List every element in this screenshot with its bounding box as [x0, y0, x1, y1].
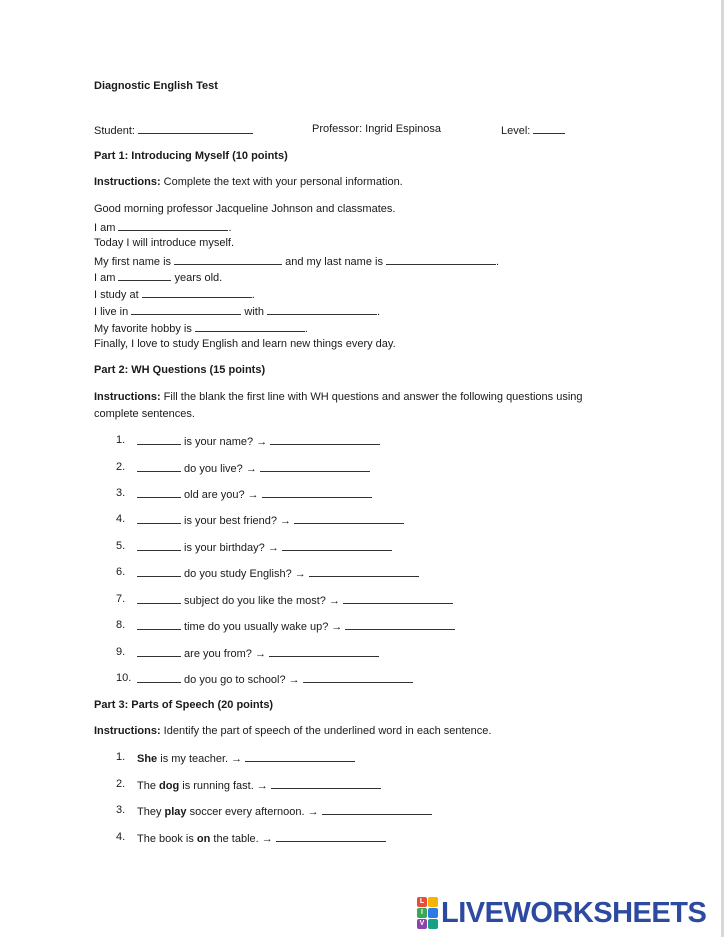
professor-label: Professor: Ingrid Espinosa: [312, 123, 442, 135]
live-in-text: I live in: [94, 306, 129, 318]
question-number: 10.: [116, 672, 132, 684]
study-at-text: I study at: [94, 289, 139, 301]
question-text: [137, 487, 372, 501]
part1-instructions: [94, 176, 403, 188]
answer-blank[interactable]: [271, 778, 381, 789]
wh-word-blank[interactable]: [137, 487, 181, 498]
name-blank[interactable]: [118, 220, 228, 231]
logo-square: I: [417, 908, 427, 918]
first-name-text: My first name is: [94, 256, 172, 268]
hobby-line: [94, 321, 308, 335]
part2-instr-label: Instructions:: [94, 391, 161, 403]
answer-blank[interactable]: [260, 461, 370, 472]
logo-square: [428, 897, 438, 907]
question-number: 1.: [116, 434, 126, 446]
logo-mark-icon: [417, 897, 438, 929]
answer-blank[interactable]: [245, 751, 355, 762]
i-am-text: I am: [94, 272, 116, 284]
sentence: [137, 778, 381, 792]
level-label: Level:: [501, 125, 531, 137]
student-field: [94, 123, 253, 137]
last-name-text: and my last name is: [285, 256, 383, 268]
sentence: [137, 831, 386, 845]
finally-line: Finally, I love to study English and learn new things every day.: [94, 338, 396, 350]
first-name-line: [94, 254, 499, 268]
part2-instructions-cont: complete sentences.: [94, 408, 195, 420]
sentence-start: The book is: [137, 833, 197, 845]
doc-title: Diagnostic English Test: [94, 80, 218, 92]
answer-blank[interactable]: [343, 593, 453, 604]
years-old-text: years old.: [174, 272, 223, 284]
question-number: 6.: [116, 566, 126, 578]
question-label: do you live? →: [181, 463, 260, 475]
question-text: [137, 646, 379, 660]
wh-word-blank[interactable]: [137, 513, 181, 524]
period: .: [251, 289, 255, 301]
question-label: old are you? →: [181, 489, 262, 501]
sentence-end: the table. →: [210, 833, 276, 845]
city-blank[interactable]: [131, 304, 241, 315]
question-number: 7.: [116, 593, 126, 605]
student-blank[interactable]: [138, 123, 253, 134]
part1-instr-text: Complete the text with your personal information.: [160, 176, 403, 188]
part3-instr-label: Instructions:: [94, 725, 161, 737]
question-number: 9.: [116, 646, 126, 658]
part3-heading: Part 3: Parts of Speech (20 points): [94, 699, 274, 711]
item-number: 2.: [116, 778, 126, 790]
wh-word-blank[interactable]: [137, 566, 181, 577]
hobby-text: My favorite hobby is: [94, 323, 192, 335]
item-number: 3.: [116, 804, 126, 816]
wh-word-blank[interactable]: [137, 461, 181, 472]
i-am-line: [94, 220, 232, 234]
sentence: [137, 751, 355, 765]
item-number: 4.: [116, 831, 126, 843]
question-text: [137, 461, 370, 475]
liveworksheets-logo: [417, 897, 706, 929]
period: .: [304, 323, 308, 335]
part2-instr-text: Fill the blank the first line with WH questions and answer the following questions using: [160, 391, 583, 403]
wh-word-blank[interactable]: [137, 619, 181, 630]
live-line: [94, 304, 380, 318]
question-label: do you study English? →: [181, 568, 309, 580]
sentence-end: is my teacher. →: [157, 753, 246, 765]
question-label: time do you usually wake up? →: [181, 621, 346, 633]
part1-heading: Part 1: Introducing Myself (10 points): [94, 150, 288, 162]
answer-blank[interactable]: [345, 619, 455, 630]
i-am-text: I am: [94, 222, 116, 234]
answer-blank[interactable]: [276, 831, 386, 842]
question-label: is your name? →: [181, 436, 271, 448]
period: .: [228, 222, 232, 234]
question-number: 5.: [116, 540, 126, 552]
last-name-blank[interactable]: [386, 254, 496, 265]
age-line: [94, 270, 222, 284]
age-blank[interactable]: [118, 270, 171, 281]
logo-square: L: [417, 897, 427, 907]
answer-blank[interactable]: [282, 540, 392, 551]
level-field: [501, 123, 565, 137]
school-blank[interactable]: [142, 287, 252, 298]
question-label: is your best friend? →: [181, 515, 295, 527]
wh-word-blank[interactable]: [137, 540, 181, 551]
greeting-line: Good morning professor Jacqueline Johnson and classmates.: [94, 203, 396, 215]
with-text: with: [244, 306, 264, 318]
answer-blank[interactable]: [303, 672, 413, 683]
part3-instructions: [94, 725, 491, 737]
question-number: 2.: [116, 461, 126, 473]
question-text: [137, 619, 455, 633]
question-label: is your birthday? →: [181, 542, 282, 554]
logo-text: LIVEWORKSHEETS: [441, 896, 707, 929]
hobby-blank[interactable]: [195, 321, 305, 332]
sentence-end: soccer every afternoon. →: [186, 806, 322, 818]
wh-word-blank[interactable]: [137, 646, 181, 657]
answer-blank[interactable]: [262, 487, 372, 498]
target-word: She: [137, 753, 158, 765]
wh-word-blank[interactable]: [137, 672, 181, 683]
question-text: [137, 593, 453, 607]
wh-word-blank[interactable]: [137, 593, 181, 604]
question-text: [137, 540, 392, 554]
target-word: play: [164, 806, 187, 818]
sentence-start: They: [137, 806, 165, 818]
first-name-blank[interactable]: [174, 254, 282, 265]
question-text: [137, 513, 404, 527]
sentence: [137, 804, 432, 818]
part1-instr-label: Instructions:: [94, 176, 161, 188]
item-number: 1.: [116, 751, 126, 763]
question-label: subject do you like the most? →: [181, 595, 344, 607]
today-line: Today I will introduce myself.: [94, 237, 234, 249]
question-label: do you go to school? →: [181, 674, 303, 686]
part2-instructions: [94, 391, 583, 403]
answer-blank[interactable]: [269, 646, 379, 657]
answer-blank[interactable]: [294, 513, 404, 524]
logo-square: V: [417, 919, 427, 929]
target-word: dog: [159, 780, 180, 792]
part2-heading: Part 2: WH Questions (15 points): [94, 364, 266, 376]
answer-blank[interactable]: [322, 804, 432, 815]
question-number: 3.: [116, 487, 126, 499]
question-number: 8.: [116, 619, 126, 631]
question-text: [137, 566, 419, 580]
question-number: 4.: [116, 513, 126, 525]
question-label: are you from? →: [181, 648, 270, 660]
question-text: [137, 672, 413, 686]
question-text: [137, 434, 380, 448]
answer-blank[interactable]: [309, 566, 419, 577]
answer-blank[interactable]: [270, 434, 380, 445]
target-word: on: [196, 833, 211, 845]
study-line: [94, 287, 255, 301]
sentence-start: The: [137, 780, 160, 792]
part3-instr-text: Identify the part of speech of the underlined word in each sentence.: [160, 725, 492, 737]
student-label: Student:: [94, 125, 135, 137]
sentence-end: is running fast. →: [179, 780, 271, 792]
wh-word-blank[interactable]: [137, 434, 181, 445]
level-blank[interactable]: [533, 123, 565, 134]
period: .: [377, 306, 381, 318]
logo-square: [428, 919, 438, 929]
logo-square: [428, 908, 438, 918]
period: .: [496, 256, 500, 268]
family-blank[interactable]: [267, 304, 377, 315]
